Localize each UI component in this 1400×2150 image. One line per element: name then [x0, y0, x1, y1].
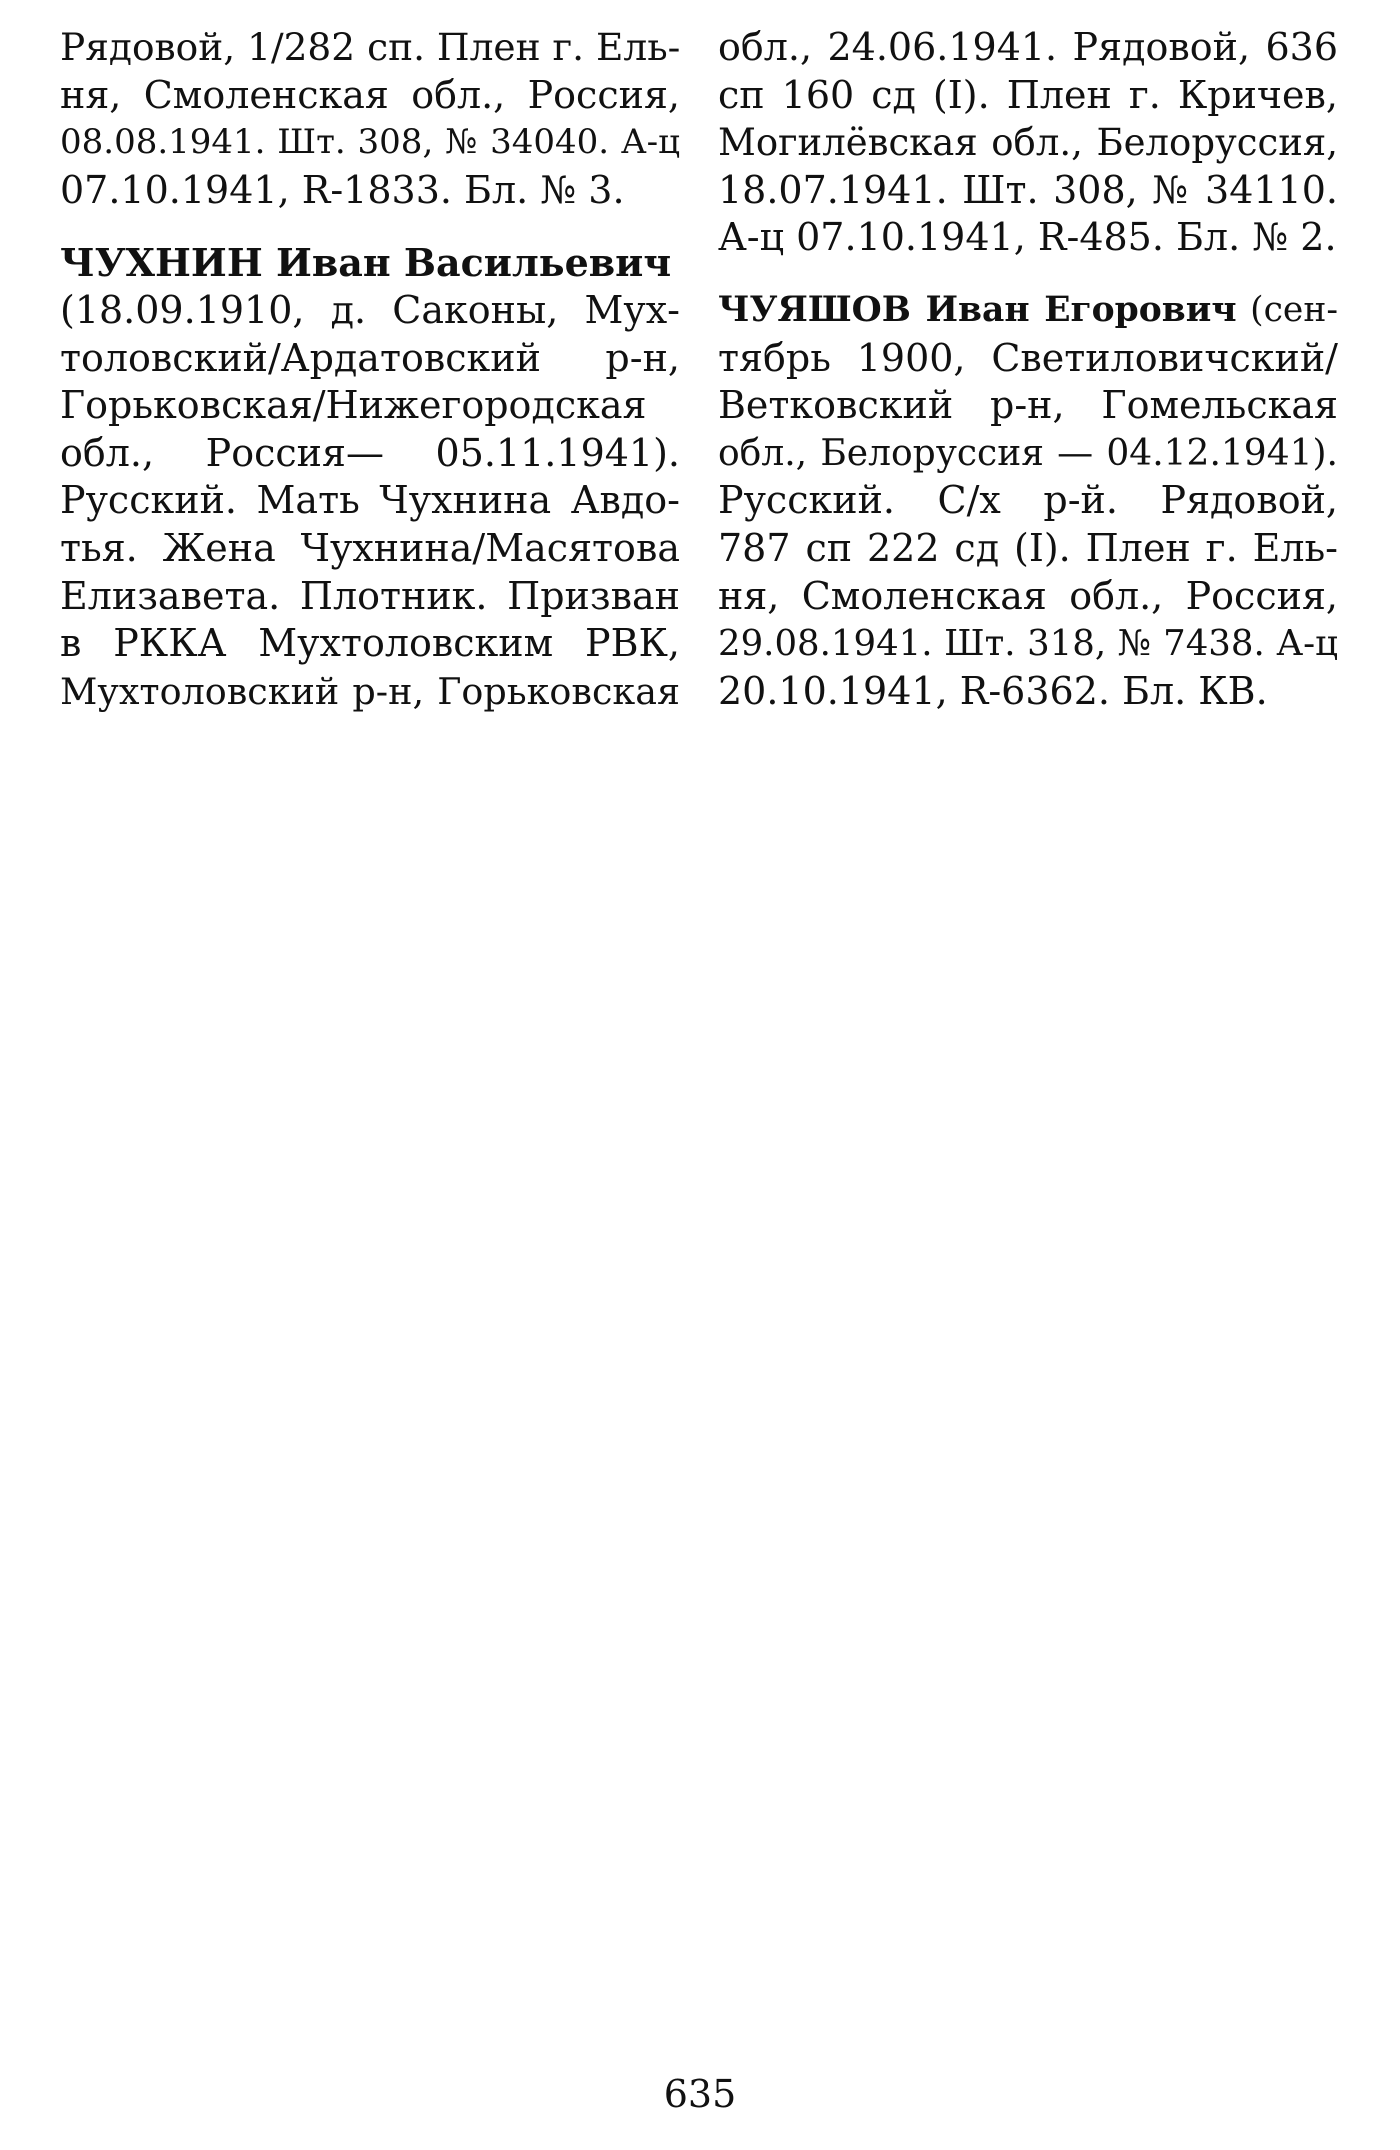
text-line: 20.10.1941, R-6362. Бл. КВ.	[718, 668, 1268, 713]
text-line: в РККА Мухтоловским РВК,	[60, 621, 680, 666]
text-line: тья. Жена Чухнина/Масятова	[60, 525, 680, 570]
text-line: 787 сп 222 сд (I). Плен г. Ель-	[718, 525, 1338, 570]
entry-continuation-right	[718, 24, 1338, 262]
right-column	[718, 24, 1338, 715]
entry-continuation-left	[60, 24, 680, 214]
entry-heading: ЧУХНИН Иван Васильевич	[60, 240, 672, 286]
text-line: Мухтоловский р-н, Горьковская	[60, 669, 680, 713]
text-line: ня, Смоленская обл., Россия,	[718, 573, 1338, 618]
entry-gap	[60, 214, 680, 239]
text-line: Могилёвская обл., Белоруссия,	[718, 121, 1338, 165]
text-line: 07.10.1941, R-1833. Бл. № 3.	[60, 167, 625, 212]
text-line: 08.08.1941. Шт. 308, № 34040. А-ц	[60, 122, 680, 163]
text-line: обл., 24.06.1941. Рядовой, 636	[718, 25, 1338, 69]
page-number: 635	[663, 2072, 737, 2116]
text-line: Елизавета. Плотник. Призван	[60, 573, 680, 618]
left-column	[60, 24, 680, 715]
entry-gap	[718, 262, 1338, 287]
text-line: сп 160 сд (I). Плен г. Кричев,	[718, 72, 1338, 117]
text-line: обл., Белоруссия — 04.12.1941).	[718, 432, 1338, 474]
text-line: Горьковская/Нижегородская	[60, 383, 647, 428]
entry-heading: ЧУЯШОВ Иван Егорович	[718, 289, 1237, 330]
text-line: обл., Россия— 05.11.1941).	[60, 430, 680, 475]
text-line: Рядовой, 1/282 сп. Плен г. Ель-	[60, 25, 681, 69]
text-line: Русский. С/х р-й. Рядовой,	[718, 478, 1338, 523]
text-line: тябрь 1900, Светиловичский/	[718, 335, 1338, 380]
entry-chuyashov	[718, 287, 1338, 715]
text-line: Русский. Мать Чухнина Авдо-	[60, 478, 680, 523]
text-line: Ветковский р-н, Гомельская	[718, 383, 1338, 428]
text-line: 18.07.1941. Шт. 308, № 34110.	[718, 167, 1338, 212]
entry-chukhnin	[60, 239, 680, 715]
text-line: А-ц 07.10.1941, R-485. Бл. № 2.	[718, 215, 1337, 260]
text-line: толовский/Ардатовский р-н,	[60, 335, 680, 380]
text-line: 29.08.1941. Шт. 318, № 7438. А-ц	[718, 623, 1338, 665]
entry-first-line	[718, 287, 1338, 335]
text-fragment: (сен-	[1250, 289, 1338, 330]
text-line: ня, Смоленская обл., Россия,	[60, 72, 680, 117]
text-line: (18.09.1910, д. Саконы, Мух-	[60, 287, 680, 332]
